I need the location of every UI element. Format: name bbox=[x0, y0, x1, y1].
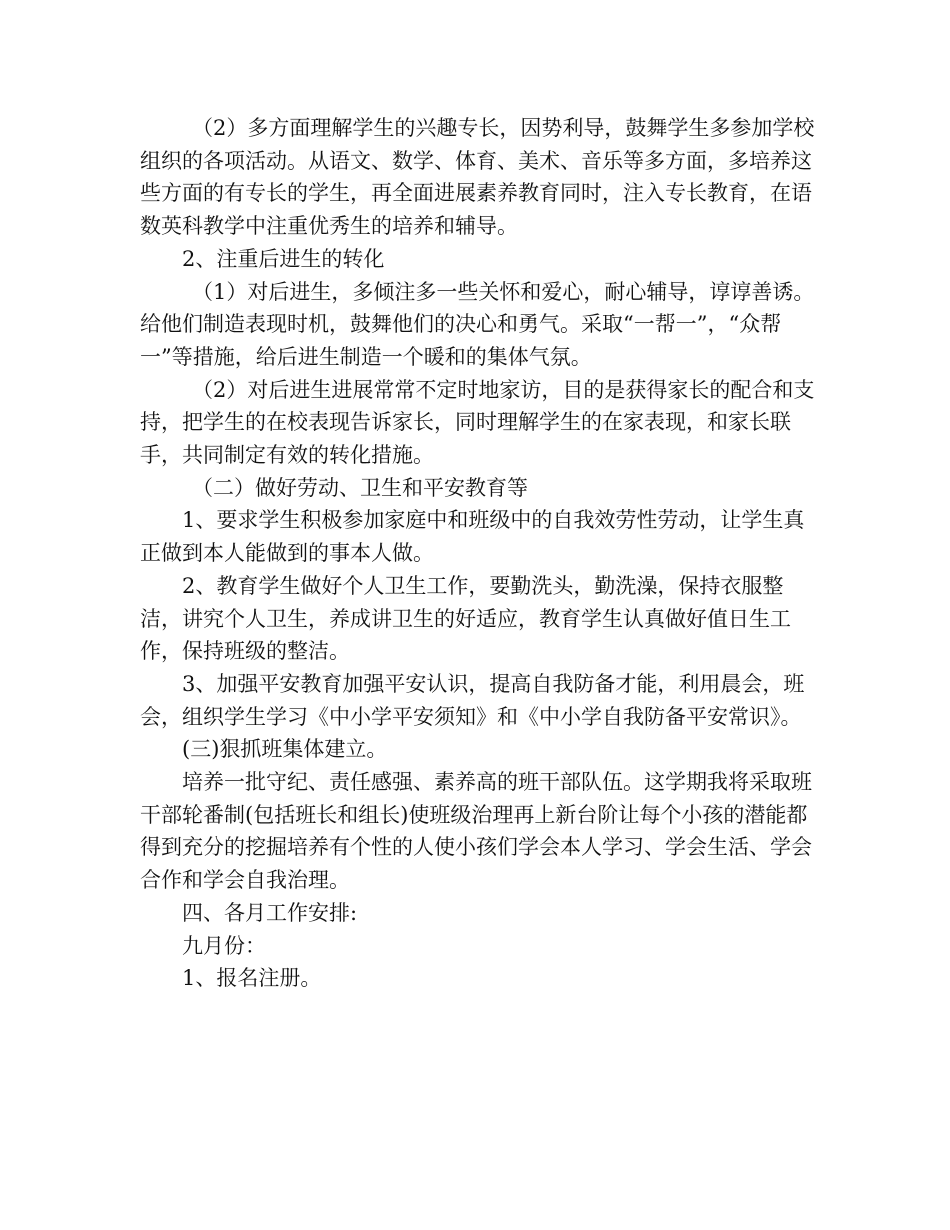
heading-labor-hygiene-safety: （二）做好劳动、卫生和平安教育等 bbox=[192, 475, 528, 500]
paragraph-safety-education: 3、加强平安教育加强平安认识，提高自我防备才能，利用晨会，班会，组织学生学习《中小学平安须知》和《中小学自我防备平安常识》。 bbox=[140, 671, 805, 729]
paragraph-class-cadres: 培养一批守纪、责任感强、素养高的班干部队伍。这学期我将采取班干部轮番制(包括班长和组长)使班级治理再上新台阶让每个小孩的潜能都得到充分的挖掘培养有个性的人使小孩们学会本人学习、学会生活、学会合作和学会自我治理。 bbox=[140, 770, 812, 893]
paragraph-care-and-love: （1）对后进生，多倾注多一些关怀和爱心，耐心辅导，谆谆善诱。给他们制造表现时机，鼓舞他们的决心和勇气。采取“一帮一”，“众帮一”等措施，给后进生制造一个暖和的集体气氛。 bbox=[140, 279, 815, 369]
paragraph-personal-hygiene: 2、教育学生做好个人卫生工作，要勤洗头，勤洗澡，保持衣服整洁，讲究个人卫生，养成讲卫生的好适应，教育学生认真做好值日生工作，保持班级的整洁。 bbox=[140, 573, 791, 664]
paragraph-self-service-labor: 1、要求学生积极参加家庭中和班级中的自我效劳性劳动，让学生真正做到本人能做到的事本人做。 bbox=[140, 508, 805, 566]
heading-underachiever-transformation: 2、注重后进生的转化 bbox=[182, 246, 385, 271]
list-item-registration: 1、报名注册。 bbox=[182, 966, 322, 991]
heading-monthly-schedule: 四、各月工作安排: bbox=[182, 900, 358, 925]
heading-class-collective: (三)狠抓班集体建立。 bbox=[182, 737, 388, 762]
paragraph-home-visits: （2）对后进生进展常常不定时地家访，目的是获得家长的配合和支持，把学生的在校表现告诉家长，同时理解学生的在家表现，和家长联手，共同制定有效的转化措施。 bbox=[140, 377, 815, 468]
paragraph-interest-specialty: （2）多方面理解学生的兴趣专长，因势利导，鼓舞学生多参加学校组织的各项活动。从语文、数学、体育、美术、音乐等多方面，多培养这些方面的有专长的学生，再全面进展素养教育同时，注入专长教育，在语数英科教学中注重优秀生的培养和辅导。 bbox=[140, 116, 815, 239]
heading-september: 九月份： bbox=[182, 933, 266, 958]
document-body bbox=[140, 112, 820, 995]
